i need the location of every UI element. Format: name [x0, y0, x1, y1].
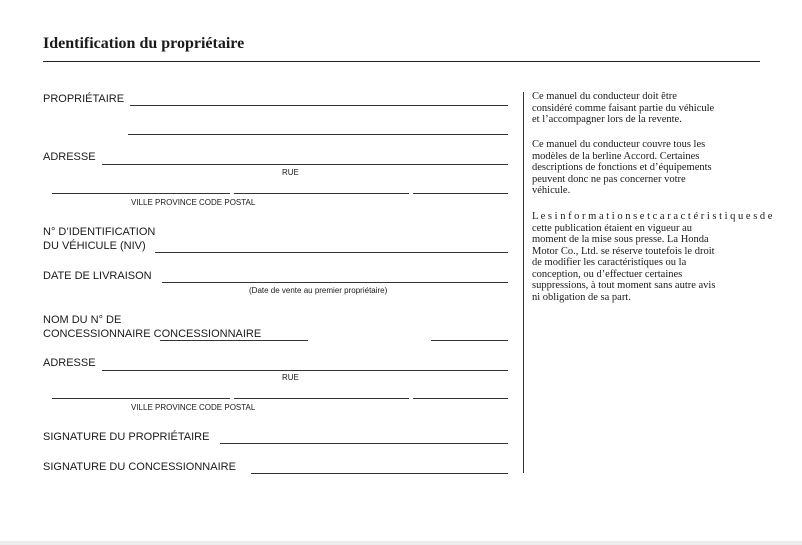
note-line: suppressions, à tout moment sans autre avis	[532, 280, 716, 291]
delivery-date-caption: (Date de vente au premier propriétaire)	[249, 286, 388, 295]
dealer-signature-line[interactable]	[251, 473, 508, 474]
owner-postal-line[interactable]	[413, 193, 508, 194]
vin-label-line2: DU VÉHICULE (NIV)	[43, 240, 146, 252]
owner-name-line-2[interactable]	[128, 134, 508, 135]
owner-street-caption: RUE	[282, 168, 299, 177]
note-line: véhicule.	[532, 185, 571, 196]
note-line: descriptions de fonctions et d’équipements	[532, 162, 712, 173]
note-line: cette publication étaient en vigueur au	[532, 222, 693, 234]
note-line: L e s i n f o r m a t i o n s e t c a r a c t é r i s t i q u e s d e	[532, 211, 773, 222]
page-title: Identification du propriétaire	[43, 35, 245, 52]
dealer-name-line[interactable]	[160, 340, 308, 341]
note-line: Ce manuel du conducteur couvre tous les	[532, 139, 706, 150]
title-divider	[43, 61, 760, 62]
dealer-label-line2: CONCESSIONNAIRE CONCESSIONNAIRE	[43, 328, 262, 340]
dealer-province-line[interactable]	[234, 398, 409, 399]
note-paragraph-3	[532, 211, 802, 303]
dealer-street-line[interactable]	[102, 370, 508, 371]
vin-label-line1: N° D’IDENTIFICATION	[43, 226, 156, 238]
owner-province-line[interactable]	[234, 193, 409, 194]
owner-signature-line[interactable]	[220, 443, 508, 444]
dealer-street-caption: RUE	[282, 373, 299, 382]
owner-address-label: ADRESSE	[43, 151, 96, 163]
owner-city-line[interactable]	[52, 193, 230, 194]
note-paragraph-1	[532, 91, 802, 126]
page-bottom-edge	[0, 541, 802, 545]
owner-city-caption: VILLE PROVINCE CODE POSTAL	[131, 198, 256, 207]
note-paragraph-2	[532, 139, 802, 197]
note-line: ni obligation de sa part.	[532, 291, 631, 303]
dealer-signature-label: SIGNATURE DU CONCESSIONNAIRE	[43, 461, 236, 473]
delivery-date-label: DATE DE LIVRAISON	[43, 270, 152, 282]
note-line: Ce manuel du conducteur doit être	[532, 91, 677, 102]
delivery-date-line[interactable]	[162, 282, 508, 283]
note-line: conception, ou d’effectuer certaines	[532, 268, 683, 280]
dealer-number-line[interactable]	[431, 340, 508, 341]
vin-line[interactable]	[155, 252, 508, 253]
note-line: considéré comme faisant partie du véhicule	[532, 102, 715, 114]
note-line: modèles de la berline Accord. Certaines	[532, 150, 700, 162]
note-line: de modifier les caractéristiques ou la	[532, 257, 687, 268]
dealer-city-caption: VILLE PROVINCE CODE POSTAL	[131, 403, 256, 412]
dealer-postal-line[interactable]	[413, 398, 508, 399]
dealer-city-line[interactable]	[52, 398, 230, 399]
owner-street-line[interactable]	[102, 164, 508, 165]
note-line: moment de la mise sous presse. La Honda	[532, 234, 709, 245]
column-divider	[523, 92, 524, 473]
dealer-address-label: ADRESSE	[43, 357, 96, 369]
owner-label: PROPRIÉTAIRE	[43, 93, 125, 105]
dealer-label-line1: NOM DU N° DE	[43, 314, 122, 326]
note-line: et l’accompagner lors de la revente.	[532, 114, 682, 125]
note-line: peuvent donc ne pas concerner votre	[532, 173, 686, 185]
owner-name-line[interactable]	[130, 105, 508, 106]
note-line: Motor Co., Ltd. se réserve toutefois le droit	[532, 245, 715, 257]
owner-signature-label: SIGNATURE DU PROPRIÉTAIRE	[43, 431, 210, 443]
